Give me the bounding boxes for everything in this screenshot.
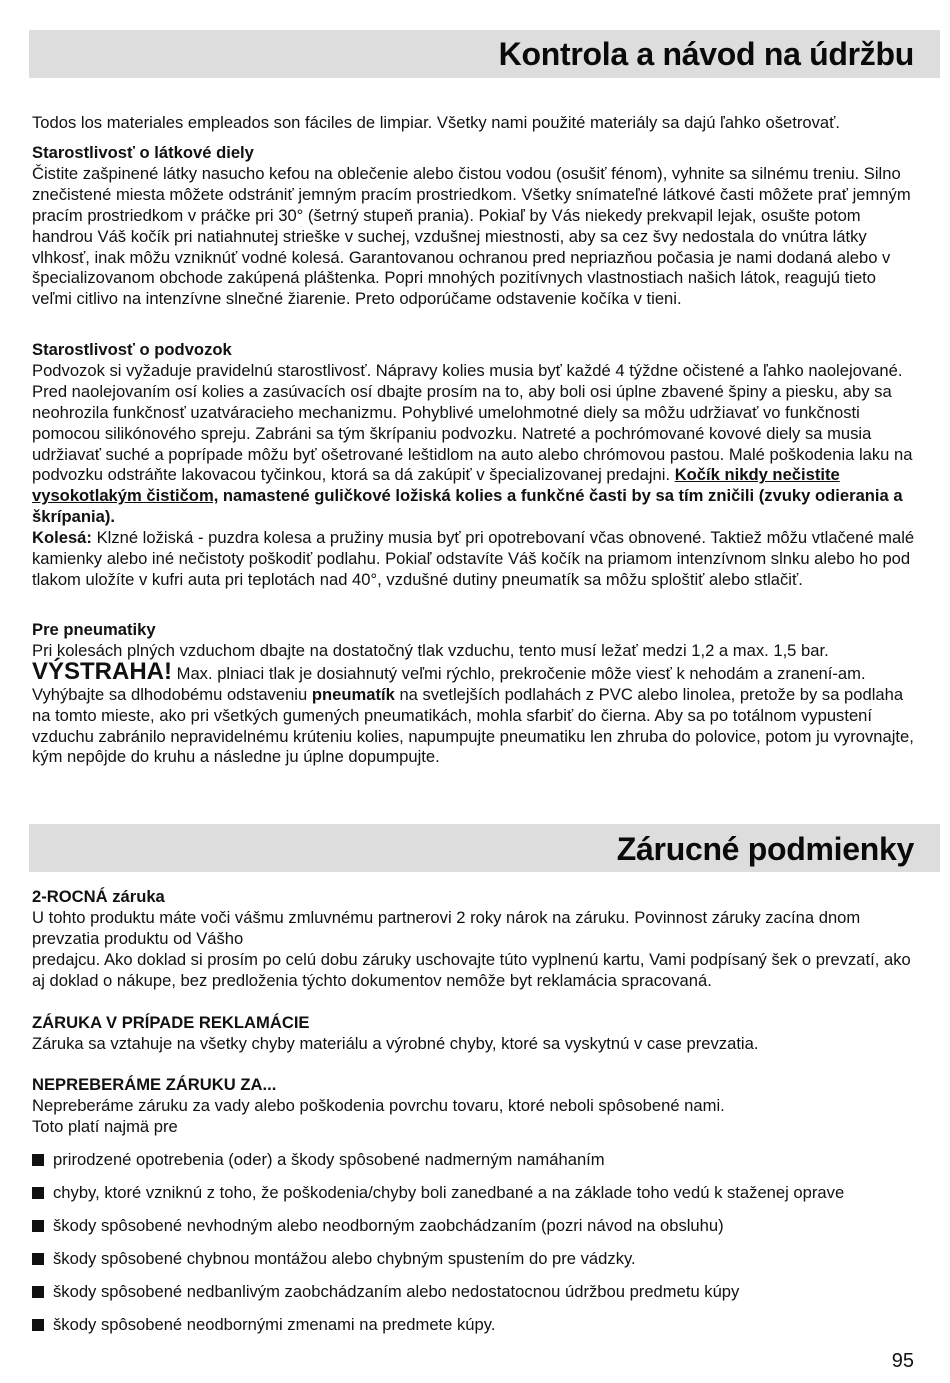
exclusions-block [32,1075,920,1138]
wheels-text [32,528,920,591]
list-item [32,1150,932,1183]
page-number: 95 [891,1350,914,1372]
claim-block [32,1013,920,1055]
warranty-text-2: predajcu. Ako doklad si prosím po celú dobu záruky uschovajte túto vyplnenú kartu, Vami podpísaný šek o prevzatí, ako aj doklad o nákupe, bez predloženia týchto dokumentov nemôže byt reklamácia spracovaná. [32,949,911,990]
list-item-text: chyby, ktoré vzniknú z toho, že poškodenia/chyby boli zanedbané a na základe toho vedú k staženej oprave [53,1183,845,1202]
tyres-text-b: na svetlejších podlahách z PVC alebo linolea, pretože by sa podlaha na tomto mieste, ako pri všetkých gumených pneumatikách, mohla sfarbiť do čierna. Aby sa po totálnom vypustení vzduchu zabránilo nepravidelnému krúteniu kolies, napumpujte pneumatiku len zhruba do polovice, potom ju vyrovnajte, kým nepôjde do kruhu a následne ju úplne dopumpujte. [32,684,914,767]
section-title-band-warranty [29,824,940,872]
list-item [32,1216,932,1249]
fabric-care-heading: Starostlivosť o látkové diely [32,143,254,162]
warning-label: VÝSTRAHA! [32,657,173,685]
section-title-care: Kontrola a návod na údržbu [498,36,914,72]
tyres-warning-paragraph [32,657,920,769]
tyres-heading: Pre pneumatiky [32,620,156,639]
chassis-care-heading: Starostlivosť o podvozok [32,340,232,359]
list-item-text: škody spôsobené nedbanlivým zaobchádzaním alebo nedostatocnou údržbou predmetu kúpy [53,1282,740,1301]
list-item-text: prirodzené opotrebenia (oder) a škody spôsobené nadmerným namáhaním [53,1150,605,1169]
list-item-text: škody spôsobené nevhodným alebo neodborným zaobchádzaním (pozri návod na obsluhu) [53,1216,724,1235]
square-bullet-icon [32,1220,44,1232]
exclusions-text-1: Nepreberáme záruku za vady alebo poškodenia povrchu tovaru, ktoré neboli spôsobené nami. [32,1095,725,1115]
list-item [32,1183,932,1216]
chassis-warning-underlined: Kočík nikdy nečistite vysokotlakým čističom, [32,465,840,506]
claim-text: Záruka sa vztahuje na všetky chyby materiálu a výrobné chyby, ktoré sa vyskytnú v case prevzatia. [32,1033,759,1053]
tyres-text-a: Max. plniaci tlak je dosiahnutý veľmi rýchlo, prekročenie môže viesť k nehodám a zranení-am. Vyhýbajte sa dlhodobému odstaveniu [32,663,866,704]
tyres-text-bold: pneumatík [311,684,395,704]
list-item-text: škody spôsobené chybnou montážou alebo chybným spustením do pre vádzky. [53,1249,636,1268]
claim-heading: ZÁRUKA V PRÍPADE REKLAMÁCIE [32,1013,310,1032]
wheels-body: Klzné ložiská - puzdra kolesa a pružiny musia byť pri opotrebovaní včas obnovené. Taktiež môžu vtlačené malé kamienky alebo iné nečistoty poškodiť podlahu. Pokiaľ odstavíte Váš kočík na priamom intenzívnom slnku alebo ho pod tlakom uložíte v kufri auta pri teplotách nad 40°, vzdušné dutiny pneumatík sa môžu sploštiť alebo stlačiť. [32,528,915,589]
list-item [32,1315,932,1348]
square-bullet-icon [32,1319,44,1331]
list-item [32,1282,932,1315]
list-item-text: škody spôsobené neodbornými zmenami na predmete kúpy. [53,1315,496,1334]
square-bullet-icon [32,1187,44,1199]
intro-text: Todos los materiales empleados son fáciles de limpiar. Všetky nami použité materiály sa dajú ľahko ošetrovať. [32,113,840,132]
chassis-care-text [32,361,920,528]
fabric-care-text: Čistite zašpinené látky nasucho kefou na oblečenie alebo čistou vodou (osušiť fénom), vyhnite sa silnému treniu. Silno znečistené miesta môžete odstrániť jemným pracím prostriedkom. Všetky snímateľné látkové časti môžete prať jemným pracím prostriedkom v práčke pri 30° (šetrný stupeň prania). Pokiaľ by Vás niekedy prekvapil lejak, osušte potom handrou Váš kočík pri natiahnutej strieške v suchej, vzdušnej miestnosti, aby sa cez švy nedostala do vnútra látky vlhkosť, inak môžu vzniknúť vodné kolesá. Garantovanou ochranou pred nepriazňou počasia je nami dodaná alebo v špecializovanom obchode zakúpená pláštenka. Popri mnohých pozitívnych vlastnostiach našich látok, reagujú tieto veľmi citlivo na intenzívne slnečné žiarenie. Preto odporúčame odstavenie kočíka v tieni. [32,163,911,309]
tyres-pressure-text: Pri kolesách plných vzduchom dbajte na dostatočný tlak vzduchu, tento musí ležať medzi 1,2 a max. 1,5 bar. [32,640,829,660]
exclusions-list [32,1150,932,1348]
exclusions-heading: NEPREBERÁME ZÁRUKU ZA... [32,1075,277,1094]
fabric-care-block [32,143,920,310]
square-bullet-icon [32,1154,44,1166]
chassis-text-main: Podvozok si vyžaduje pravidelnú starostlivosť. Nápravy kolies musia byť každé 4 týždne očistené a ľahko naolejované. Pred naolejovaním osí kolies a zasúvacích osí dbajte prosím na to, aby boli osi úplne zbavené špiny a piesku, aby sa neohrozila funkčnosť uzatváracieho mechanizmu. Pohyblivé umelohmotné diely sa môžu udržiavať vo funkčnosti pomocou silikónového spreju. Zabráni sa tým škrípaniu podvozku. Natreté a pochrómované kovové diely sa musia udržiavať suché a poprípade môžu byť ošetrované leštidlom na auto alebo chrómovou pastou. Malé poškodenia laku na podvozku odstráňte lakovacou tyčinkou, ktorá sa dá zakúpiť v špecializovanej predajni. [32,360,913,485]
tyres-block [32,620,920,768]
wheels-label: Kolesá: [32,528,92,548]
section-title-band-care [29,30,940,78]
list-item [32,1249,932,1282]
warranty-text-1: U tohto produktu máte voči vášmu zmluvnému partnerovi 2 roky nárok na záruku. Povinnost záruky zacína dnom prevzatia produktu od Vášho [32,907,861,948]
chassis-warning-rest: namastené guličkové ložiská kolies a funkčné časti by sa tím zničili (zvuky odierania a škrípania). [32,486,903,527]
warranty-heading: 2-ROCNÁ záruka [32,887,165,906]
chassis-care-block [32,340,920,591]
care-intro [32,113,920,134]
section-title-warranty: Zárucné podmienky [616,831,914,867]
exclusions-text-2: Toto platí najmä pre [32,1116,178,1136]
square-bullet-icon [32,1253,44,1265]
warranty-block [32,887,920,992]
square-bullet-icon [32,1286,44,1298]
